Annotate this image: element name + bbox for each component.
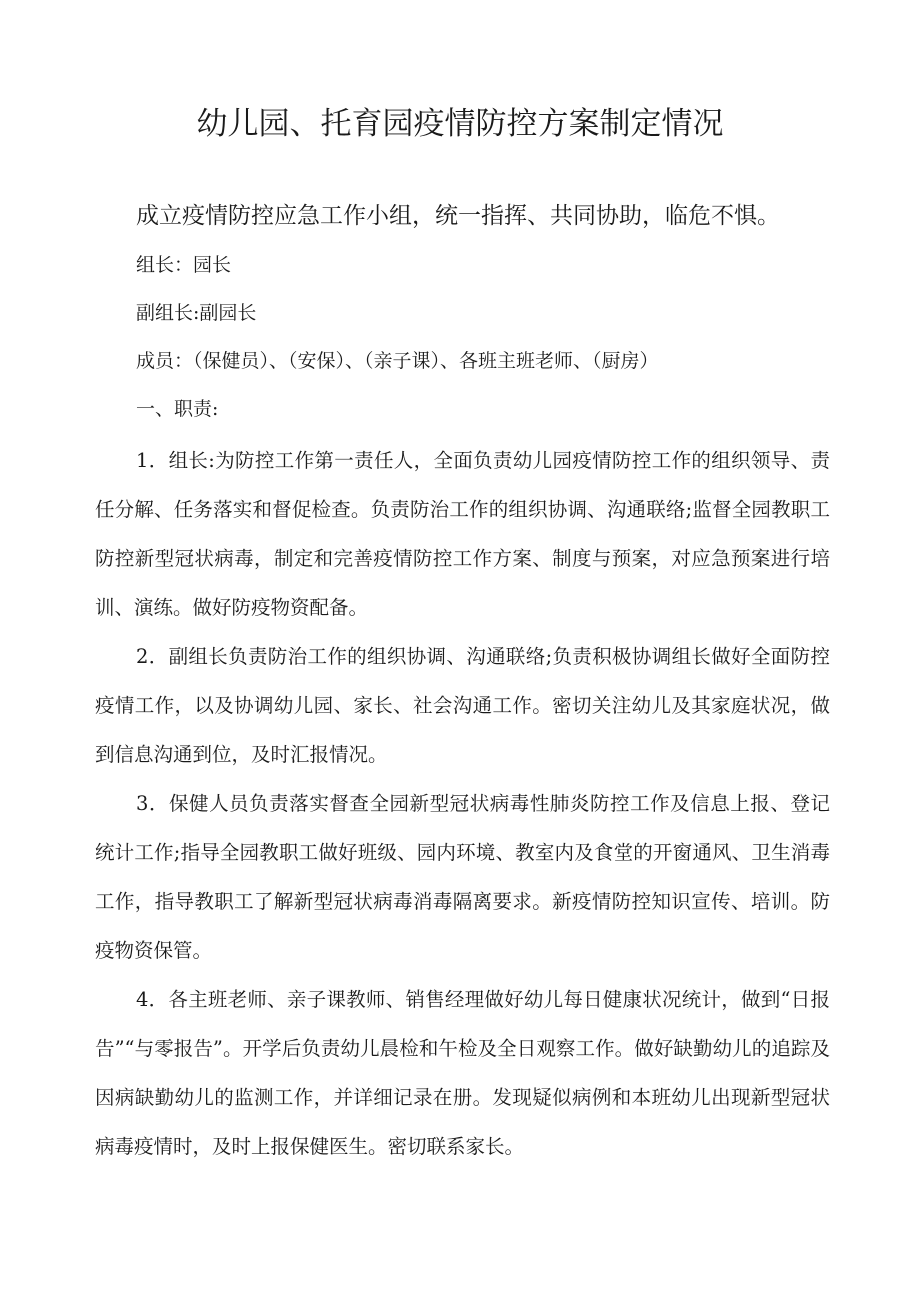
- document-title: 幼儿园、托育园疫情防控方案制定情况: [196, 106, 724, 142]
- duty-paragraph-2: 2．副组长负责防治工作的组织协调、沟通联络;负责积极协调组长做好全面防控疫情工作，以及协调幼儿园、家长、社会沟通工作。密切关注幼儿及其家庭状况，做到信息沟通到位，及时汇报情况。: [95, 645, 830, 766]
- leader-line: 组长：园长: [136, 254, 232, 276]
- duty-paragraph-3: 3．保健人员负责落实督查全园新型冠状病毒性肺炎防控工作及信息上报、登记统计工作;指导全园教职工做好班级、园内环境、教室内及食堂的开窗通风、卫生消毒工作，指导教职工了解新型冠状病毒消毒隔离要求。新疫情防控知识宣传、培训。防疫物资保管。: [95, 792, 830, 962]
- section-heading: 一、职责:: [136, 398, 219, 420]
- members-line: 成员：（保健员）、（安保）、（亲子课）、各班主班老师、（厨房）: [136, 350, 659, 372]
- duty-paragraph-1: 1．组长:为防控工作第一责任人，全面负责幼儿园疫情防控工作的组织领导、责任分解、任务落实和督促检查。负责防治工作的组织协调、沟通联络;监督全园教职工防控新型冠状病毒，制定和完善疫情防控工作方案、制度与预案，对应急预案进行培训、演练。做好防疫物资配备。: [95, 449, 830, 619]
- deputy-leader-line: 副组长:副园长: [136, 302, 257, 324]
- intro-paragraph: 成立疫情防控应急工作小组，统一指挥、共同协助，临危不惧。: [136, 203, 780, 229]
- duty-paragraph-4: 4．各主班老师、亲子课教师、销售经理做好幼儿每日健康状况统计，做到“日报告”“与零报告”。开学后负责幼儿晨检和午检及全日观察工作。做好缺勤幼儿的追踪及因病缺勤幼儿的监测工作，并详细记录在册。发现疑似病例和本班幼儿出现新型冠状病毒疫情时，及时上报保健医生。密切联系家长。: [95, 988, 830, 1158]
